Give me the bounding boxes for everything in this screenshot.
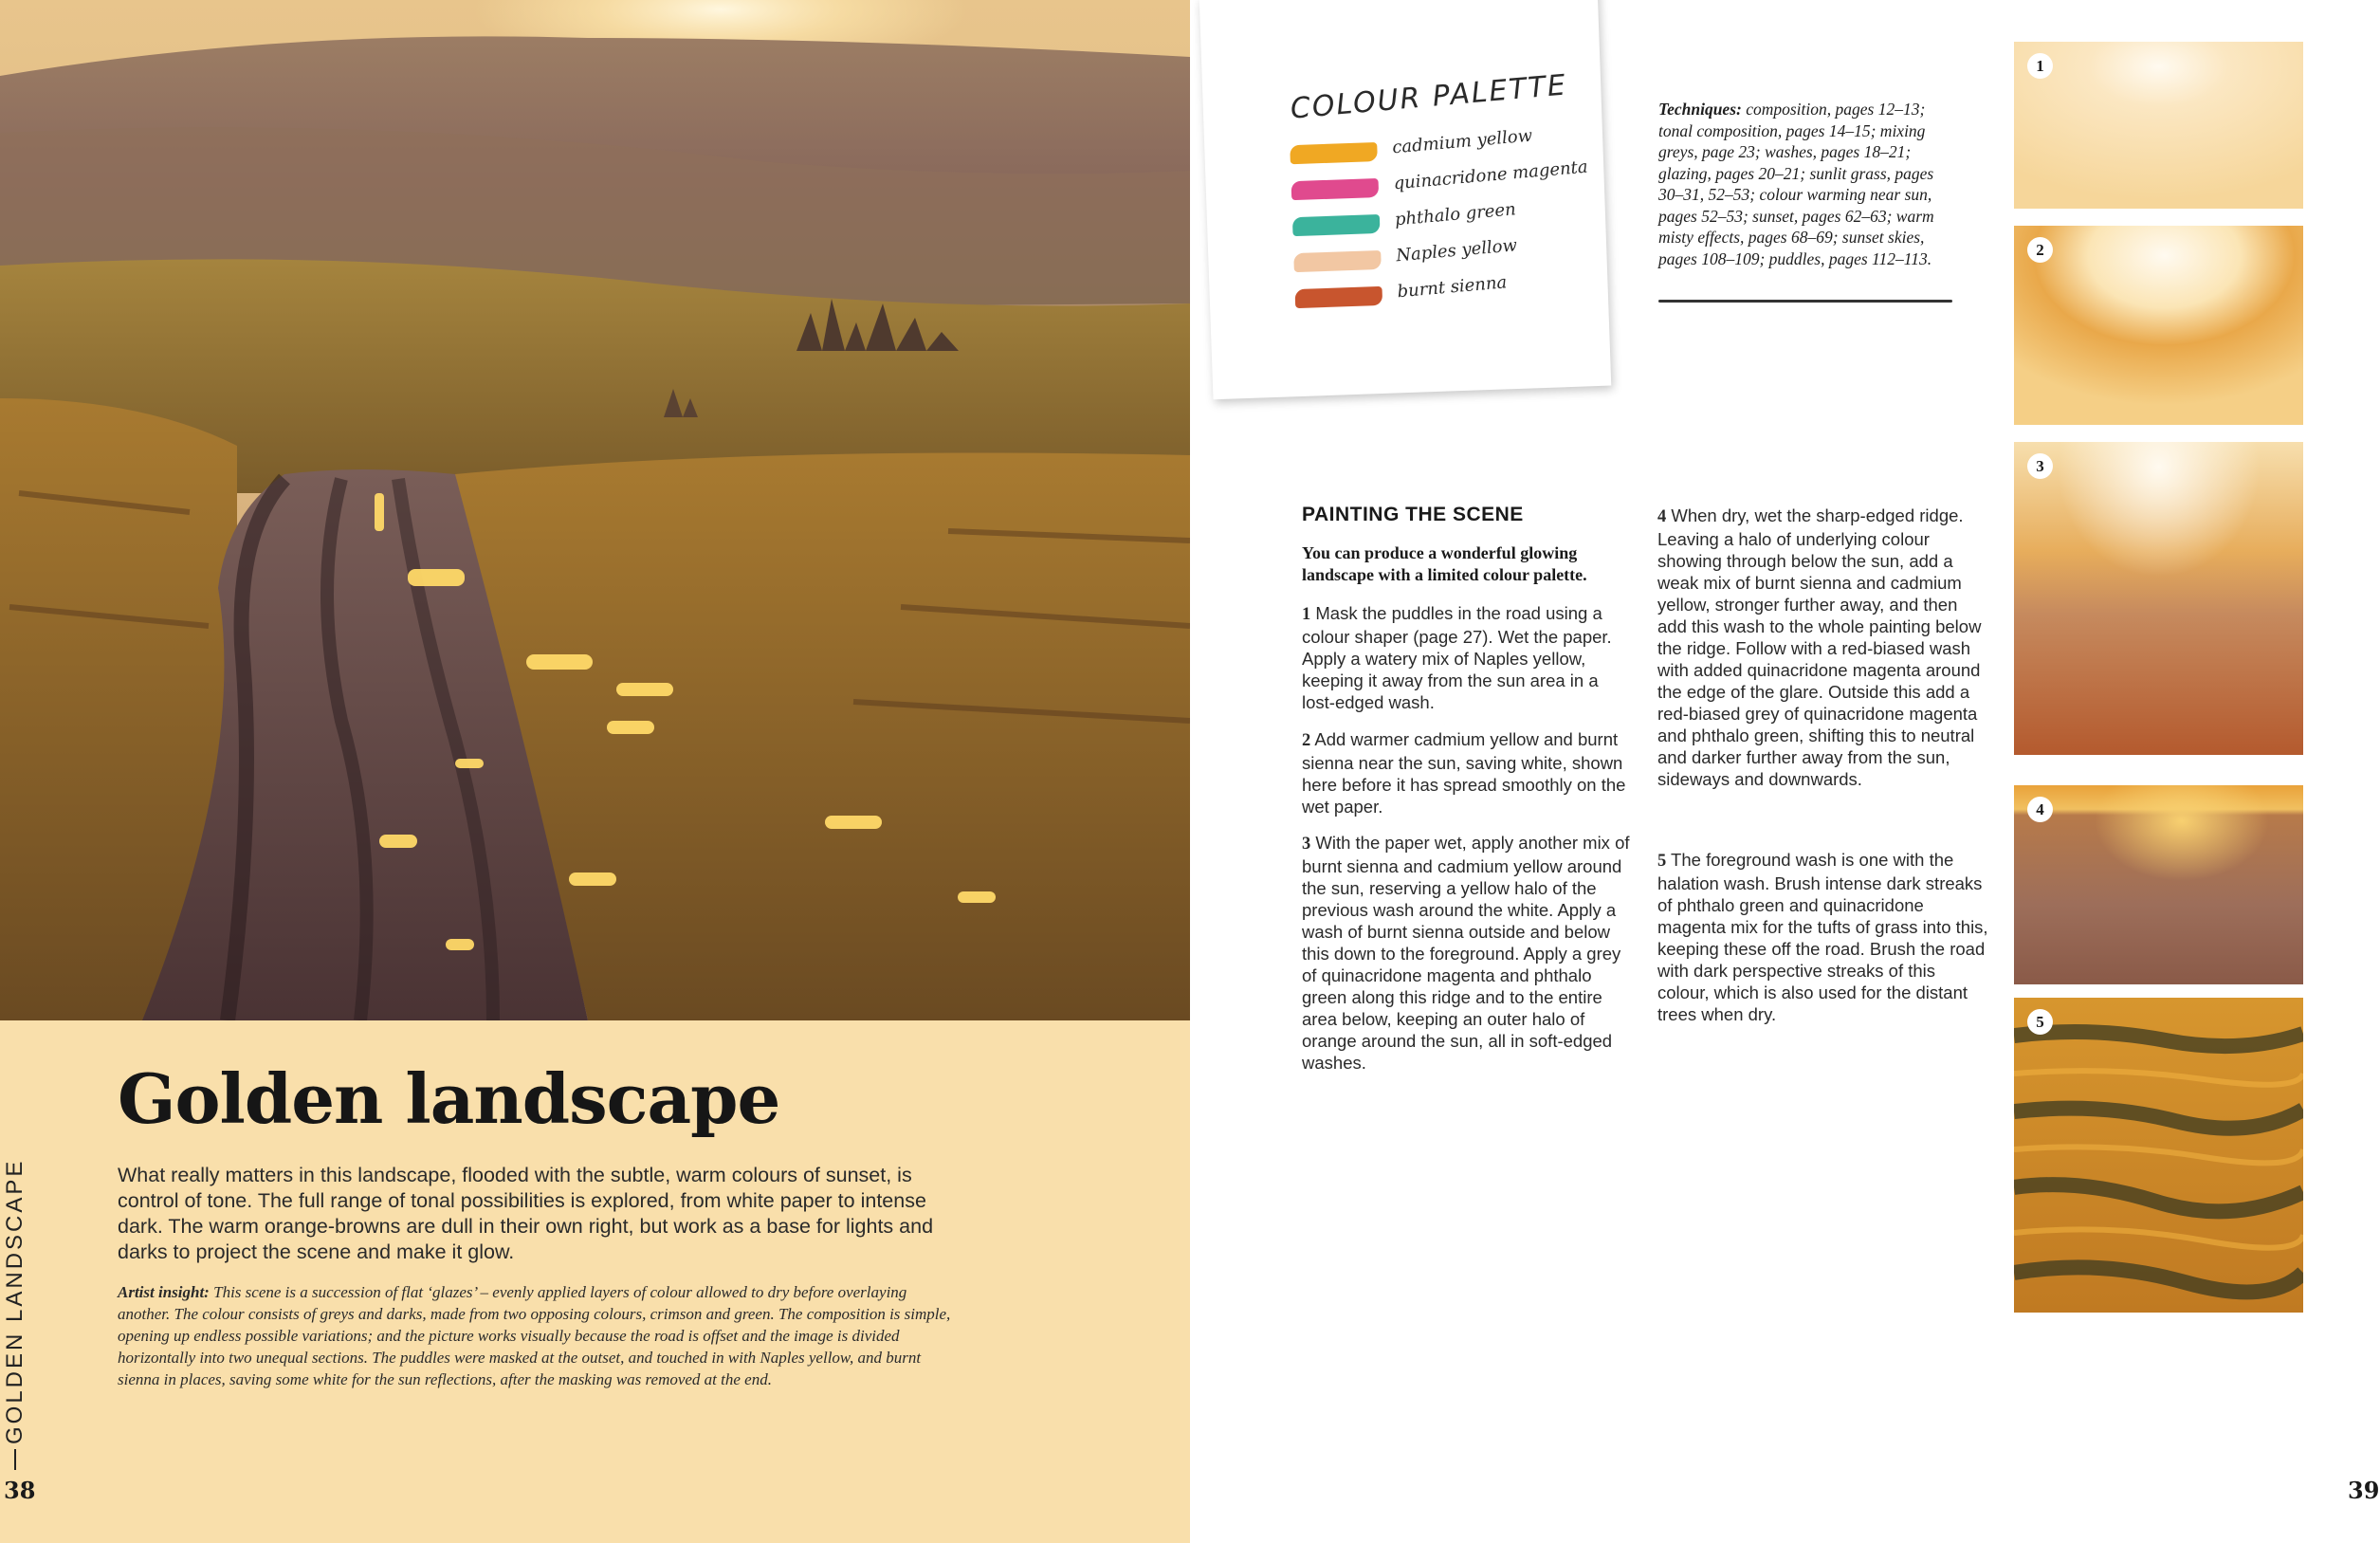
step-number: 2: [1302, 731, 1311, 750]
palette-swatch: [1292, 214, 1381, 236]
vertical-section-label: GOLDEN LANDSCAPE: [2, 1158, 27, 1444]
palette-title: COLOUR PALETTE: [1289, 68, 1569, 126]
step-4-image: [2014, 785, 2303, 984]
step-2: [1302, 728, 1636, 817]
palette-row-naples-yellow: [1293, 235, 1598, 278]
palette-row-burnt-sienna: [1294, 272, 1599, 314]
side-label-rule: [14, 1449, 16, 1470]
step-1-image: [2014, 42, 2303, 209]
step-1: [1302, 602, 1636, 713]
step-badge: 2: [2027, 237, 2053, 263]
techniques-note: [1658, 99, 1962, 269]
palette-swatch: [1291, 178, 1380, 200]
artist-insight-label: Artist insight:: [118, 1283, 210, 1301]
step-number: 3: [1302, 835, 1311, 854]
step-text: The foreground wash is one with the halation wash. Brush intense dark streaks of phthalo green and quinacridone magenta mix for the tufts of grass into this, keeping these off the road. Brush the road with dark perspective streaks of this colour, which is also used for the distant trees when dry.: [1657, 850, 1988, 1024]
palette-swatch: [1293, 250, 1382, 272]
techniques-divider: [1658, 300, 1952, 303]
palette-colour-name: cadmium yellow: [1391, 125, 1533, 158]
step-3: [1302, 832, 1636, 1074]
step-4: [1657, 505, 1991, 790]
page-number-right: 39: [2348, 1477, 2380, 1504]
step-text: With the paper wet, apply another mix of burnt sienna and cadmium yellow around the sun, reserving a yellow halo of the previous wash around the white. Apply a wash of burnt sienna outside and below this down to the foreground. Apply a grey of quinacridone magenta and phthalo green along this ridge and to the entire area below, keeping an outer halo of orange around the sun, all in soft-edged washes.: [1302, 833, 1630, 1073]
step-badge: 5: [2027, 1009, 2053, 1035]
techniques-text: composition, pages 12–13; tonal composition, pages 14–15; mixing greys, page 23; washes, pages 18–21; glazing, pages 20–21; sunlit grass, pages 30–31, 52–53; colour warming near sun, pages 52–53; sunset, pages 62–63; warm misty effects, pages 68–69; sunset skies, pages 108–109; puddles, pages 112–113.: [1658, 100, 1934, 268]
step-5-image: [2014, 998, 2303, 1313]
step-badge: 3: [2027, 453, 2053, 479]
palette-colour-name: quinacridone magenta: [1392, 156, 1589, 194]
palette-swatch: [1295, 286, 1383, 308]
intro-paragraph: What really matters in this landscape, flooded with the subtle, warm colours of sunset, is control of tone. The full range of tonal possibilities is explored, from white paper to intense dark. The warm orange-browns are dull in their own right, but work as a base for lights and darks to project the scene and make it glow.: [118, 1164, 934, 1263]
step-text: Mask the puddles in the road using a colour shaper (page 27). Wet the paper. Apply a watery mix of Naples yellow, keeping it away from the sun area in a lost-edged wash.: [1302, 603, 1612, 712]
painting-the-scene-heading: PAINTING THE SCENE: [1302, 504, 1524, 525]
step-5: [1657, 849, 1991, 1025]
palette-colour-name: phthalo green: [1394, 199, 1517, 230]
step-number: 4: [1657, 507, 1667, 526]
palette-colour-name: burnt sienna: [1396, 272, 1509, 303]
techniques-label: Techniques:: [1658, 100, 1742, 119]
page-number-left: 38: [4, 1477, 36, 1504]
step-3-image: [2014, 442, 2303, 755]
palette-colour-name: Naples yellow: [1395, 235, 1518, 266]
step-number: 1: [1302, 605, 1311, 624]
colour-palette-card: [1199, 0, 1612, 399]
palette-row-phthalo-green: [1292, 199, 1597, 242]
palette-row-quinacridone-magenta: [1291, 156, 1595, 206]
page-title: Golden landscape: [118, 1058, 780, 1139]
step-text: When dry, wet the sharp-edged ridge. Leaving a halo of underlying colour showing through below the sun, add a weak mix of burnt sienna and cadmium yellow, stronger further away, and then add this wash to the whole painting below the ridge. Follow with a red-biased wash with added quinacridone magenta around the edge of the glare. Outside this add a red-biased grey of quinacridone magenta and phthalo green, shifting this to neutral and darker further away from the sun, sideways and downwards.: [1657, 505, 1982, 789]
step-2-image: [2014, 226, 2303, 425]
step-text: Add warmer cadmium yellow and burnt sienna near the sun, saving white, shown here before it has spread smoothly on the wet paper.: [1302, 729, 1626, 817]
artist-insight-text: This scene is a succession of flat ‘glazes’ – evenly applied layers of colour allowed to dry before overlaying another. The colour consists of greys and darks, made from two opposing colours, crimson and green. The composition is simple, opening up endless possible variations; and the picture works visually because the road is offset and the image is divided horizontally into two unequal sections. The puddles were masked at the outset, and touched in with Naples yellow, and burnt sienna in places, saving some white for the sun reflections, after the masking was removed at the end.: [118, 1283, 951, 1388]
step-number: 5: [1657, 852, 1667, 871]
artist-insight: [118, 1281, 952, 1390]
palette-swatch: [1290, 142, 1378, 164]
step-badge: 4: [2027, 797, 2053, 822]
painting-the-scene-lead: You can produce a wonderful glowing landscape with a limited colour palette.: [1302, 543, 1587, 584]
golden-landscape-painting: [0, 0, 1190, 1020]
step-badge: 1: [2027, 53, 2053, 79]
